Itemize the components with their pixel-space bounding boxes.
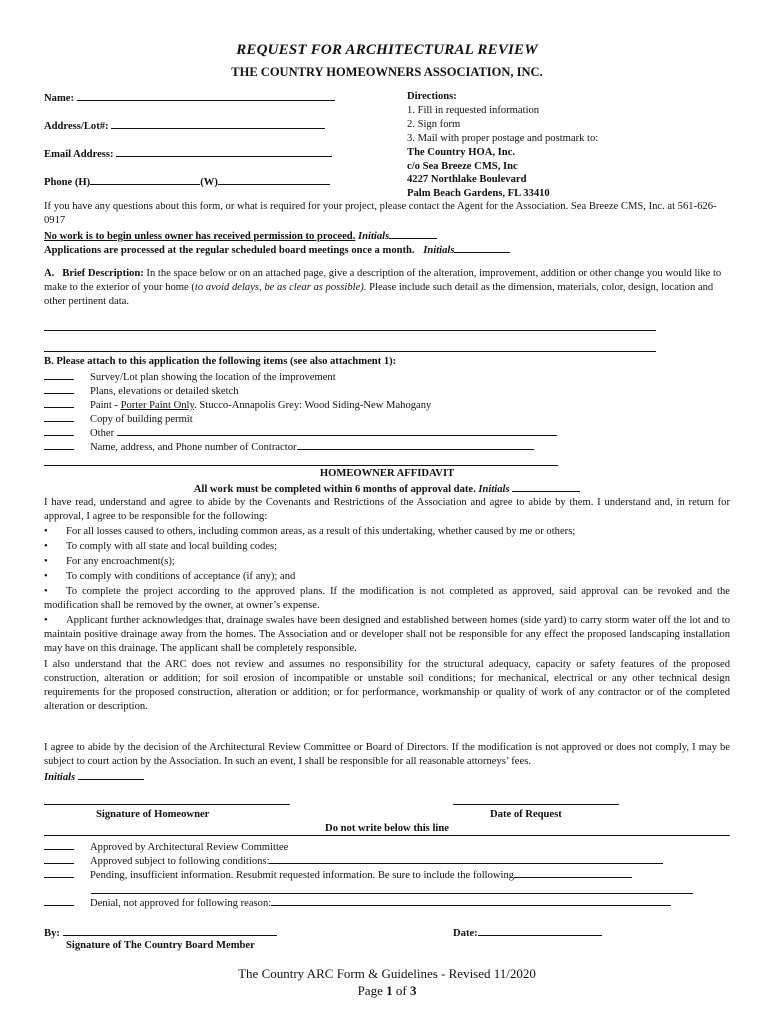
date-field bbox=[453, 925, 602, 941]
mail-address-line: 4227 Northlake Boulevard bbox=[407, 174, 527, 186]
contractor-input-line[interactable] bbox=[297, 439, 534, 450]
direction-step: 2. Sign form bbox=[407, 118, 461, 130]
section-a-italic-note: to avoid delays, be as clear as possible). bbox=[194, 281, 367, 293]
page-of: of bbox=[392, 983, 410, 998]
checkbox-blank[interactable] bbox=[44, 369, 74, 380]
section-a-description bbox=[44, 267, 730, 309]
bullet-text: For all losses caused to others, including common areas, as a result of this undertaking, whether caused by me or others; bbox=[66, 526, 576, 537]
phone-work-label: (W) bbox=[200, 177, 218, 188]
section-a-heading: Brief Description: bbox=[62, 268, 144, 279]
section-a-text: Please include such detail as the dimension, materials, color, design, location and other pertinent data. bbox=[44, 281, 714, 307]
arc-disclaimer: I also understand that the ARC does not review and assumes no responsibility for the structural adequacy, capacity or safety features of the proposed construction, alteration or addition; for soil erosion of incompatible or unstable soil conditions; for mechanical, electrical or any other technical design requirements for the proposed construction, alteration or addition; or for performance, workmanship or quality of work of any contractor or of the completed alteration or description. bbox=[44, 659, 730, 712]
affidavit-heading: HOMEOWNER AFFIDAVIT bbox=[319, 468, 455, 479]
checkbox-blank[interactable] bbox=[44, 895, 74, 906]
affidavit-bullet: • For any encroachment(s); bbox=[44, 556, 175, 567]
attachment-label: Plans, elevations or detailed sketch bbox=[90, 386, 239, 397]
checkbox-blank[interactable] bbox=[44, 439, 74, 450]
initials-label: Initials bbox=[44, 772, 76, 783]
footer-revision: The Country ARC Form & Guidelines - Revised 11/2020 bbox=[238, 966, 536, 981]
bullet-text: To comply with conditions of acceptance (if any); and bbox=[66, 571, 296, 582]
checkbox-blank[interactable] bbox=[44, 411, 74, 422]
attachment-item bbox=[44, 439, 534, 455]
attachment-label: Name, address, and Phone number of Contractor bbox=[90, 442, 297, 453]
affidavit-bullet: • To comply with all state and local building codes; bbox=[44, 541, 278, 552]
bullet-text: To comply with all state and local building codes; bbox=[66, 541, 278, 552]
email-label: Email Address: bbox=[44, 149, 114, 160]
description-line[interactable] bbox=[44, 351, 656, 352]
attachment-label: Survey/Lot plan showing the location of the improvement bbox=[90, 372, 336, 383]
by-label: By: bbox=[44, 928, 60, 939]
name-input-line[interactable] bbox=[77, 90, 335, 101]
phone-home-input-line[interactable] bbox=[90, 174, 200, 185]
contractor-line[interactable] bbox=[44, 465, 558, 466]
bullet-text: To complete the project according to the approved plans. If the modification is not completed as approved, said approval can be revoked and the modification shall be removed by the owner, at owner’s expense. bbox=[44, 586, 730, 611]
bullet-text: For any encroachment(s); bbox=[66, 556, 175, 567]
denial-input-line[interactable] bbox=[271, 895, 671, 906]
initials-line[interactable] bbox=[454, 242, 510, 253]
initials-label: Initials bbox=[478, 484, 510, 495]
page-current: 1 bbox=[386, 983, 393, 998]
paint-prefix: Paint - bbox=[90, 400, 121, 411]
attachment-label: Other bbox=[90, 428, 115, 439]
pending-input-line[interactable] bbox=[514, 867, 632, 878]
checkbox-blank[interactable] bbox=[44, 383, 74, 394]
address-field bbox=[44, 118, 325, 134]
section-a-text: In the space below or on an attached page, give a description of the alteration, improvement, addition or other change you would like to make to the exterior of your home ( bbox=[44, 268, 722, 293]
board-signature-label: Signature of The Country Board Member bbox=[66, 940, 255, 951]
affidavit-intro: I have read, understand and agree to abide by the Covenants and Restrictions of the Association and agree to abide by them. I understand and, in return for approval, I agree to be responsible for the following: bbox=[44, 497, 730, 522]
affidavit-bullet: • Applicant further acknowledges that, drainage swales have been designed and established between homes (side yard) to carry storm water off the lot and to maintain positive drainage away from the homes. The Association and or developer shall not be responsible for any effect the proposed landscaping installation may have on this drainage. The applicant shall be completely responsible. bbox=[44, 615, 730, 654]
page-number bbox=[44, 982, 730, 999]
conditions-input-line[interactable] bbox=[269, 853, 663, 864]
pending-continuation-line[interactable] bbox=[91, 893, 693, 894]
date-label: Date: bbox=[453, 928, 478, 939]
final-initials bbox=[44, 769, 144, 785]
contact-notice: If you have any questions about this form, or what is required for your project, please contact the Agent for the Association. Sea Breeze CMS, Inc. at 561-626-0917 bbox=[44, 201, 717, 226]
completion-notice bbox=[44, 481, 730, 497]
attachment-label: Copy of building permit bbox=[90, 414, 193, 425]
address-input-line[interactable] bbox=[111, 118, 325, 129]
no-work-text: No work is to begin unless owner has received permission to proceed. bbox=[44, 231, 356, 242]
checkbox-blank[interactable] bbox=[44, 425, 74, 436]
section-a-label: A. bbox=[44, 268, 55, 279]
paint-brand: Porter Paint Only bbox=[120, 400, 195, 411]
email-input-line[interactable] bbox=[116, 146, 332, 157]
phone-field bbox=[44, 174, 330, 190]
address-label: Address/Lot#: bbox=[44, 121, 109, 132]
checkbox-blank[interactable] bbox=[44, 853, 74, 864]
completion-text: All work must be completed within 6 months of approval date. bbox=[193, 484, 476, 495]
agree-paragraph: I agree to abide by the decision of the Architectural Review Committee or Board of Directors. If the modification is not approved or does not comply, I may be subject to court action by the Association. In such an event, I shall be responsible for all reasonable attorneys’ fees. bbox=[44, 742, 730, 767]
checkbox-blank[interactable] bbox=[44, 839, 74, 850]
email-field bbox=[44, 146, 332, 162]
affidavit-bullet: • To comply with conditions of acceptance (if any); and bbox=[44, 571, 296, 582]
cut-line bbox=[44, 835, 730, 836]
initials-label: Initials bbox=[358, 231, 390, 242]
direction-step: 1. Fill in requested information bbox=[407, 104, 540, 116]
homeowner-signature-line[interactable] bbox=[44, 804, 290, 805]
initials-line[interactable] bbox=[512, 481, 580, 492]
date-request-label: Date of Request bbox=[490, 809, 562, 820]
form-title: REQUEST FOR ARCHITECTURAL REVIEW bbox=[236, 42, 538, 58]
paint-colors: . Stucco-Annapolis Grey: Wood Siding-New Mahogany bbox=[194, 400, 432, 411]
initials-label: Initials bbox=[423, 245, 455, 256]
phone-work-input-line[interactable] bbox=[218, 174, 330, 185]
page-total: 3 bbox=[409, 983, 417, 998]
office-label: Approved by Architectural Review Committee bbox=[90, 842, 289, 853]
mail-address-line: c/o Sea Breeze CMS, Inc bbox=[407, 160, 518, 172]
office-label: Approved subject to following conditions: bbox=[90, 856, 270, 867]
applications-notice bbox=[44, 242, 510, 258]
do-not-write-notice: Do not write below this line bbox=[325, 823, 449, 834]
initials-line[interactable] bbox=[78, 769, 144, 780]
initials-line[interactable] bbox=[389, 228, 437, 239]
office-pending bbox=[44, 867, 632, 883]
applications-text: Applications are processed at the regular scheduled board meetings once a month. bbox=[44, 245, 415, 256]
bullet-text: Applicant further acknowledges that, drainage swales have been designed and established between homes (side yard) to carry storm water off the lot and to maintain positive drainage away from the homes. The Association and or developer shall not be responsible for any effect the proposed landscaping installation may have on this drainage. The applicant shall be completely responsible. bbox=[44, 615, 730, 654]
office-label: Pending, insufficient information. Resubmit requested information. Be sure to include the following bbox=[90, 870, 515, 881]
name-label: Name: bbox=[44, 93, 75, 104]
other-input-line[interactable] bbox=[117, 425, 557, 436]
description-line[interactable] bbox=[44, 330, 656, 331]
mail-address-line: Palm Beach Gardens, FL 33410 bbox=[407, 188, 550, 200]
mail-address-line: The Country HOA, Inc. bbox=[407, 146, 516, 158]
directions-heading: Directions: bbox=[407, 91, 457, 102]
checkbox-blank[interactable] bbox=[44, 867, 74, 878]
affidavit-bullet: • To complete the project according to the approved plans. If the modification is not completed as approved, said approval can be revoked and the modification shall be removed by the owner, at owner’s expense. bbox=[44, 586, 730, 611]
date-input-line[interactable] bbox=[478, 925, 602, 936]
directions-block bbox=[407, 90, 598, 201]
affidavit-bullet: • For all losses caused to others, including common areas, as a result of this undertaking, whether caused by me or others; bbox=[44, 526, 576, 537]
by-input-line[interactable] bbox=[63, 925, 277, 936]
section-b-heading: B. Please attach to this application the following items (see also attachment 1): bbox=[44, 356, 397, 367]
page-prefix: Page bbox=[357, 983, 387, 998]
homeowner-signature-label: Signature of Homeowner bbox=[96, 809, 210, 820]
date-request-line[interactable] bbox=[453, 804, 619, 805]
phone-home-label: Phone (H) bbox=[44, 177, 91, 188]
association-name: THE COUNTRY HOMEOWNERS ASSOCIATION, INC. bbox=[231, 65, 543, 79]
office-denied bbox=[44, 895, 671, 911]
name-field bbox=[44, 90, 335, 106]
office-label: Denial, not approved for following reason: bbox=[90, 898, 272, 909]
checkbox-blank[interactable] bbox=[44, 397, 74, 408]
direction-step: 3. Mail with proper postage and postmark to: bbox=[407, 132, 599, 144]
